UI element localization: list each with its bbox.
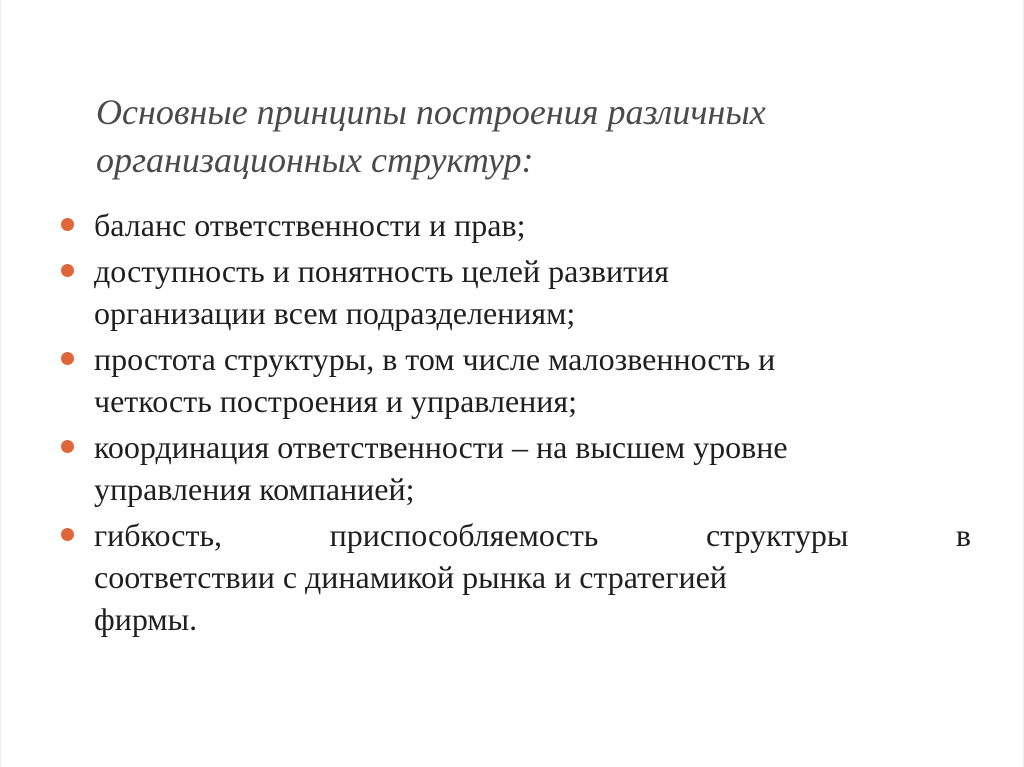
bullet-dot-icon	[61, 528, 74, 541]
list-item-line: управления компанией;	[94, 471, 415, 507]
list-item-line: организации всем подразделениям;	[94, 295, 576, 331]
list-item-line: фирмы.	[94, 601, 198, 637]
list-item	[61, 426, 971, 510]
list-item-word: приспособляемость	[329, 517, 599, 553]
principles-list	[61, 204, 971, 644]
list-item-text	[94, 250, 971, 334]
list-item	[61, 204, 971, 246]
list-item-text	[94, 514, 971, 640]
list-item-line: четкость построения и управления;	[94, 383, 578, 419]
list-item-line: соответствии с динамикой рынка и стратегией	[94, 559, 727, 595]
list-item-line: доступность и понятность целей развития	[94, 253, 669, 289]
list-item-text	[94, 204, 971, 246]
list-item	[61, 250, 971, 334]
title-line: организационных структур:	[96, 140, 534, 180]
bullet-dot-icon	[61, 352, 74, 365]
list-item-word: гибкость,	[94, 517, 223, 553]
list-item	[61, 514, 971, 640]
list-item-text	[94, 338, 971, 422]
list-item-word: структуры	[705, 517, 849, 553]
list-item-line: координация ответственности – на высшем уровне	[94, 429, 788, 465]
bullet-dot-icon	[61, 440, 74, 453]
title-line: Основные принципы построения различных	[96, 92, 766, 132]
list-item-line: простота структуры, в том числе малозвенность и	[94, 341, 776, 377]
bullet-dot-icon	[61, 218, 74, 231]
list-item	[61, 338, 971, 422]
slide-title	[96, 88, 976, 184]
bullet-dot-icon	[61, 264, 74, 277]
list-item-word: в	[955, 517, 971, 553]
list-item-line: баланс ответственности и прав;	[94, 207, 526, 243]
list-item-text	[94, 426, 971, 510]
list-item-line	[94, 514, 971, 556]
